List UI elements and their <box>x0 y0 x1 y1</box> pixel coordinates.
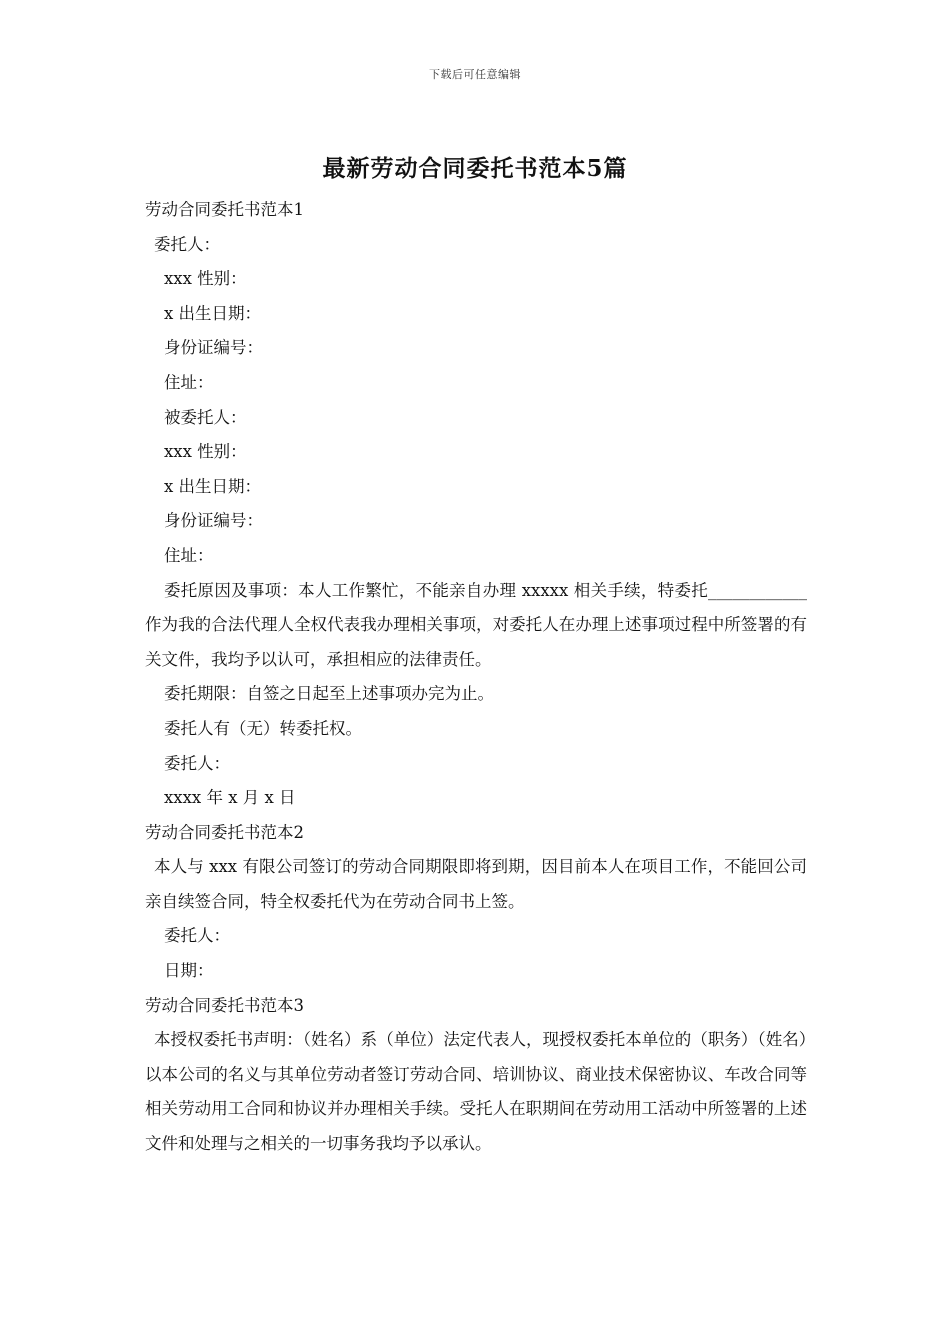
section-body-paragraph: 本人与 xxx 有限公司签订的劳动合同期限即将到期，因目前本人在项目工作，不能回公司亲自续签合同，特全权委托代为在劳动合同书上签。 <box>145 857 807 911</box>
client-label: 委托人： <box>154 234 220 254</box>
delegation-term: 委托期限：自签之日起至上述事项办完为止。 <box>164 684 494 704</box>
section-heading: 劳动合同委托书范本2 <box>145 822 304 842</box>
header-note: 下载后可任意编辑 <box>429 68 521 81</box>
signature-field: 委托人： <box>164 753 230 773</box>
client-birth-field: x 出生日期： <box>164 303 262 323</box>
date-field: 日期： <box>164 961 214 981</box>
agent-id-field: 身份证编号： <box>164 511 263 531</box>
agent-gender-field: xxx 性别： <box>164 442 247 462</box>
agent-birth-field: x 出生日期： <box>164 476 262 496</box>
client-id-field: 身份证编号： <box>164 338 263 358</box>
section-heading: 劳动合同委托书范本3 <box>145 995 304 1015</box>
delegation-reason-paragraph: 委托原因及事项：本人工作繁忙，不能亲自办理 xxxxx 相关手续，特委托____________作为我的合法代理人全权代表我办理相关事项，对委托人在办理上述事项过程中所签署的有关文件，我均予以认可，承担相应的法律责任。 <box>145 580 807 669</box>
transfer-right: 委托人有（无）转委托权。 <box>164 718 362 738</box>
date-field: xxxx 年 x 月 x 日 <box>164 788 296 808</box>
client-address-field: 住址： <box>164 372 214 392</box>
section-body-paragraph: 本授权委托书声明：（姓名）系（单位）法定代表人，现授权委托本单位的（职务）（姓名）以本公司的名义与其单位劳动者签订劳动合同、培训协议、商业技术保密协议、车改合同等相关劳动用工合同和协议并办理相关手续。受托人在职期间在劳动用工活动中所签署的上述文件和处理与之相关的一切事务我均予以承认。 <box>145 1030 807 1154</box>
document-body <box>145 193 807 1162</box>
section-heading: 劳动合同委托书范本1 <box>145 200 304 219</box>
agent-address-field: 住址： <box>164 545 214 565</box>
client-gender-field: xxx 性别： <box>164 269 247 289</box>
signature-field: 委托人： <box>164 926 230 946</box>
agent-label: 被委托人： <box>164 407 247 427</box>
document-title: 最新劳动合同委托书范本5篇 <box>322 155 628 182</box>
